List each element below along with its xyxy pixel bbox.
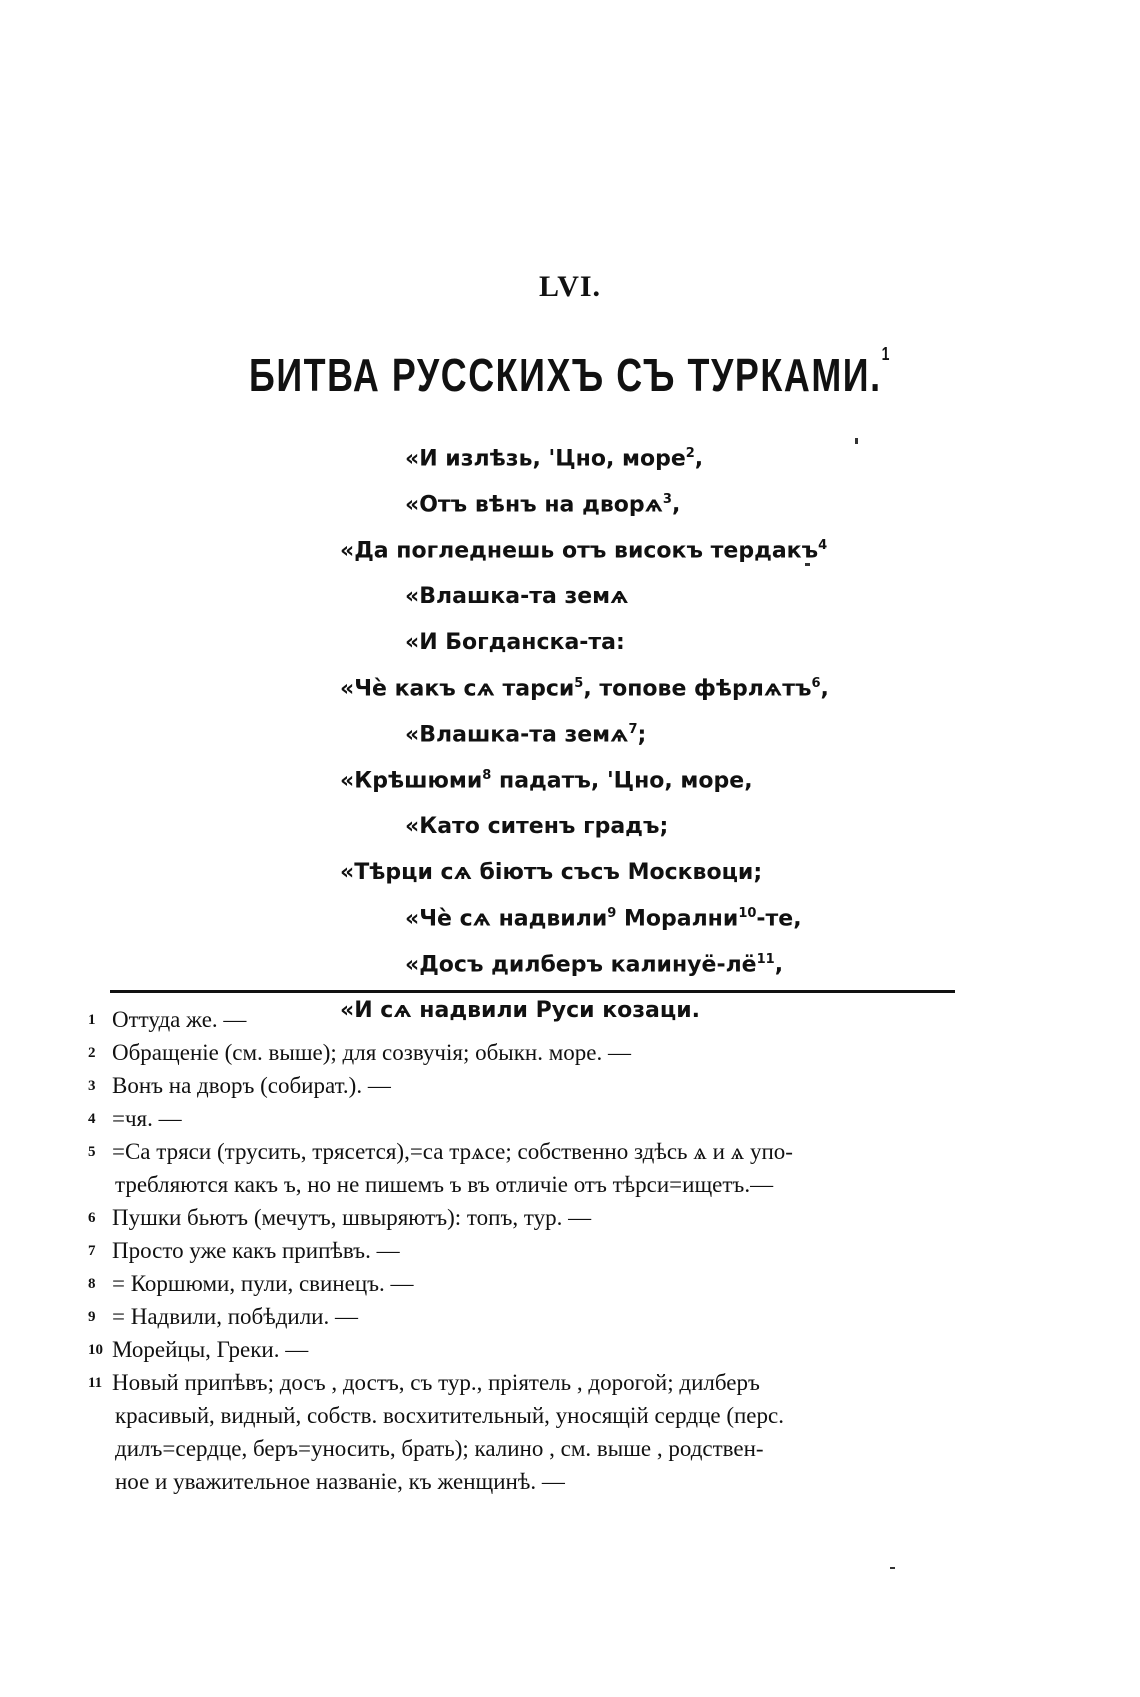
footnote: 4 =чя. — xyxy=(88,1106,182,1131)
footnote-continuation: красивый, видный, собств. восхитительный, уносящій сердце (перс. xyxy=(115,1403,784,1428)
poem-line: «Влашка-та земѧ$^7$; xyxy=(405,722,647,748)
poem-line: «Като ситенъ градъ; xyxy=(405,814,669,839)
footnote-continuation: ное и уважительное названіе, къ женщинѣ. — xyxy=(115,1469,565,1494)
poem-title-text: БИТВА РУССКИХЪ СЪ ТУРКАМИ. xyxy=(248,349,882,401)
poem-line: «Да погледнешь отъ високъ тердакъ$^4$ xyxy=(340,538,828,564)
poem-line: «Досъ дилберъ калинуё-$лё^{11}$, xyxy=(405,952,784,978)
poem-line: «Чѐ сѧ надвили$^9$ Морални$^{10}$-те, xyxy=(405,906,802,932)
print-speck xyxy=(805,563,810,566)
poem-line: «И сѧ надвили Руси козаци. xyxy=(340,998,700,1023)
footnote: 5 =Са тряси (трусить, трясется),=са трѧсе; собственно здѣсь ѧ и ѧ упо- xyxy=(88,1139,793,1164)
footnote: 8 = Коршюми, пули, свинецъ. — xyxy=(88,1271,414,1296)
poem-line: «И излѣзь, 'Цно, море$^2$, xyxy=(405,446,704,472)
footnote: 7 Просто уже какъ припѣвъ. — xyxy=(88,1238,400,1263)
title-footnote-mark: 1 xyxy=(881,344,892,364)
footnote: 9 = Надвили, побѣдили. — xyxy=(88,1304,358,1329)
footnote: 10 Морейцы, Греки. — xyxy=(88,1337,309,1362)
footnote-continuation: требляются какъ ъ, но не пишемъ ъ въ отличіе отъ тѣрси=ищетъ.— xyxy=(115,1172,774,1197)
footnote: 11 Новый припѣвъ; досъ , достъ, съ тур., пріятель , дорогой; дилберъ xyxy=(88,1370,760,1395)
poem-line: «И Богданска-та: xyxy=(405,630,625,655)
print-speck xyxy=(890,1567,895,1569)
footnote: 1 Оттуда же. — xyxy=(88,1007,247,1032)
footnote: 6 Пушки бьютъ (мечутъ, швыряютъ): топъ, тур. — xyxy=(88,1205,592,1230)
footnote: 3 Вонъ на дворъ (собират.). — xyxy=(88,1073,391,1098)
poem-line: «Чѐ какъ сѧ тарси$^5$, топове фѣрлѧтъ$^6$, xyxy=(340,676,829,702)
poem-line: «Крѣшюми$^8$ падатъ, 'Цно, море, xyxy=(340,768,753,794)
poem-number: LVI. xyxy=(538,270,602,303)
poem-line: «Тѣрци сѧ бiютъ съсъ Москвоци; xyxy=(340,860,763,885)
footnote-divider xyxy=(110,990,955,993)
poem-title xyxy=(125,344,1014,402)
footnote-continuation: дилъ=сердце, беръ=уносить, брать); калино , см. выше , родствен- xyxy=(115,1436,764,1461)
footnote: 2 Обращеніе (см. выше); для созвучія; обыкн. море. — xyxy=(88,1040,632,1065)
poem-line: «Влашка-та земѧ xyxy=(405,584,629,609)
print-speck xyxy=(855,438,858,444)
poem-line: «Отъ вѣнъ на дворѧ$^3$, xyxy=(405,492,681,518)
